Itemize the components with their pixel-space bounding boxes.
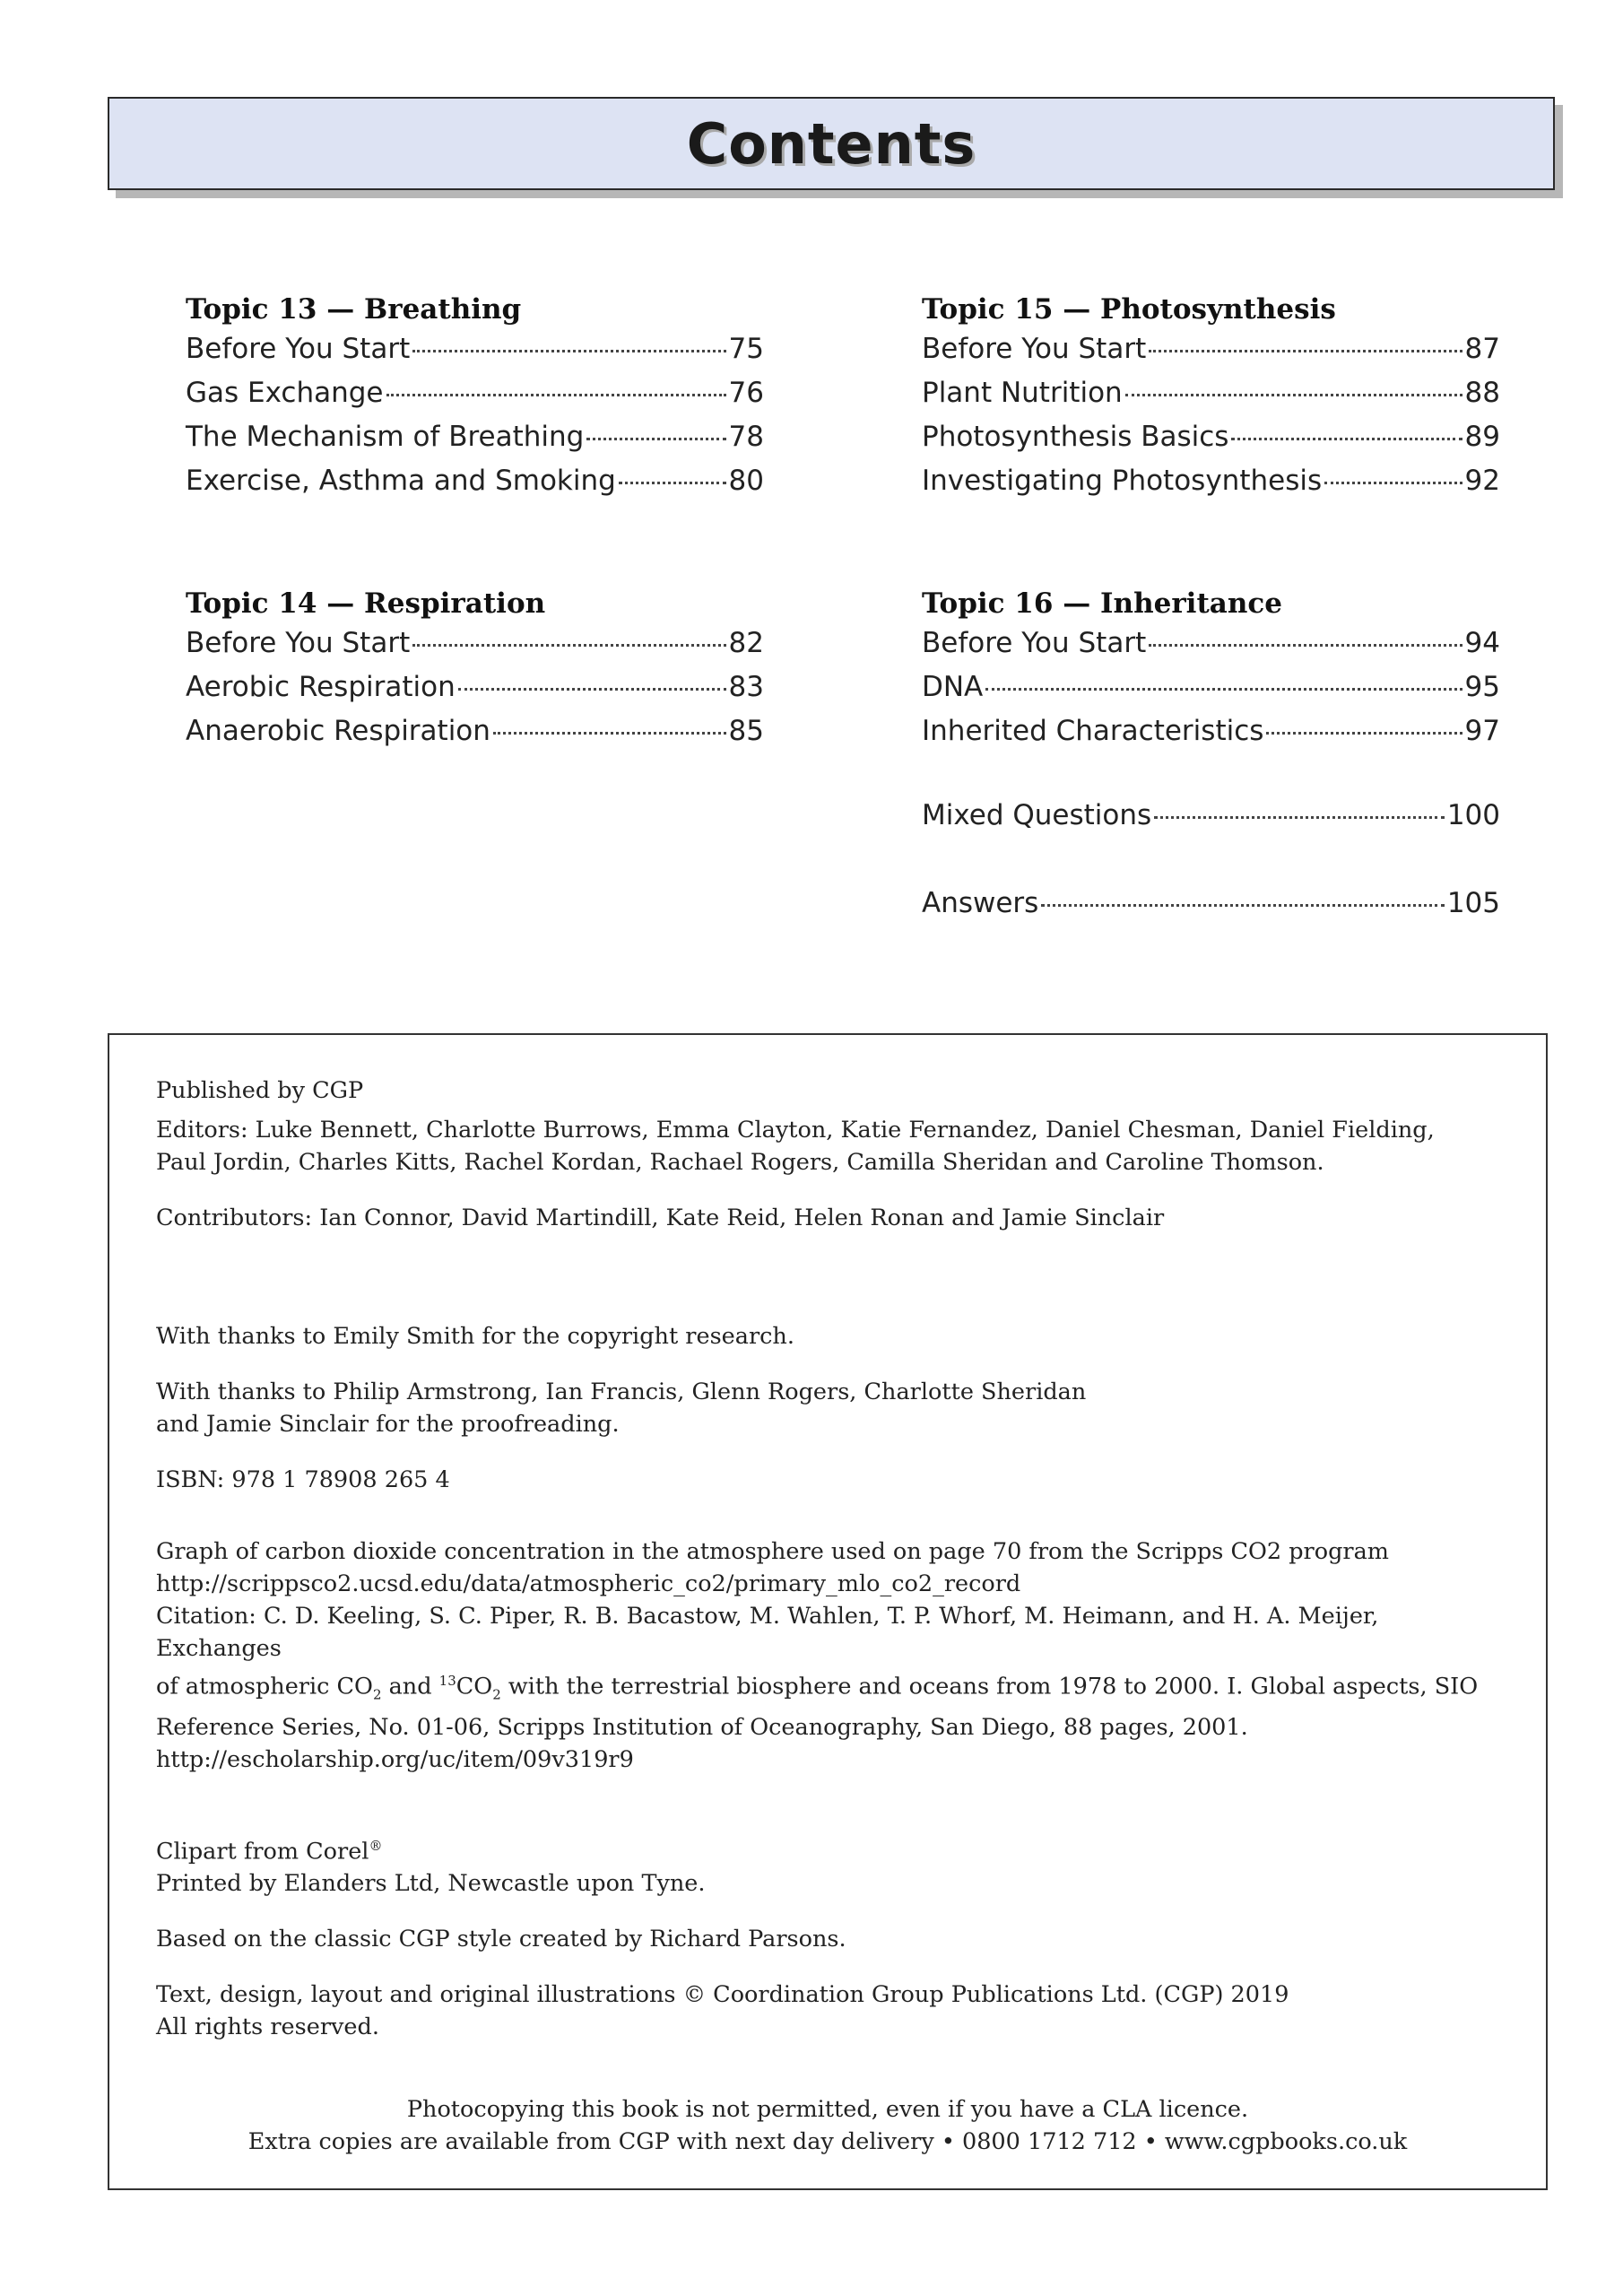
editors-line: Editors: Luke Bennett, Charlotte Burrows, Emma Clayton, Katie Fernandez, Daniel Chesman, Daniel Fielding, xyxy=(156,1117,1435,1144)
toc-page: 88 xyxy=(1464,377,1500,409)
toc-label: Inherited Characteristics xyxy=(922,715,1264,747)
toc-entry[interactable] xyxy=(186,377,764,421)
toc-page: 87 xyxy=(1464,333,1500,365)
answers-section xyxy=(922,887,1500,931)
citation-text: of atmospheric CO xyxy=(156,1673,373,1700)
subscript: 2 xyxy=(492,1686,501,1703)
toc-entry[interactable] xyxy=(922,799,1500,843)
citation-line xyxy=(156,1665,1501,1711)
toc-page: 105 xyxy=(1446,887,1500,919)
toc-page: 83 xyxy=(728,671,764,703)
citation-line: Citation: C. D. Keeling, S. C. Piper, R. B. Bacastow, M. Wahlen, T. P. Whorf, M. Heimann, and H. A. Meijer, Exchanges xyxy=(156,1603,1379,1662)
dot-leader xyxy=(1149,350,1462,352)
dot-leader xyxy=(1041,904,1445,907)
footer-line: Extra copies are available from CGP with next day delivery • 0800 1712 712 • www.cgpbooks.co.uk xyxy=(247,2128,1408,2155)
topic-16-section xyxy=(922,586,1500,759)
toc-page: 97 xyxy=(1464,715,1500,747)
contributors: Contributors: Ian Connor, David Martindill, Kate Reid, Helen Ronan and Jamie Sinclair xyxy=(156,1205,1165,1231)
toc-entry[interactable] xyxy=(186,465,764,509)
superscript: 13 xyxy=(438,1673,456,1689)
registered-mark: ® xyxy=(369,1837,383,1854)
publishing-info-box xyxy=(108,1033,1548,2190)
toc-page: 82 xyxy=(728,627,764,659)
toc-label: Investigating Photosynthesis xyxy=(922,465,1323,497)
toc-label: Answers xyxy=(922,887,1039,919)
dot-leader xyxy=(586,438,725,440)
dot-leader xyxy=(1154,816,1445,819)
toc-entry[interactable] xyxy=(922,671,1500,715)
toc-entry[interactable] xyxy=(922,887,1500,931)
toc-page: 78 xyxy=(728,421,764,453)
dot-leader xyxy=(1324,482,1462,484)
style-credit: Based on the classic CGP style created by Richard Parsons. xyxy=(156,1926,846,1953)
toc-page: 80 xyxy=(728,465,764,497)
toc-page: 75 xyxy=(728,333,764,365)
toc-label: Before You Start xyxy=(922,333,1147,365)
toc-entry[interactable] xyxy=(922,377,1500,421)
thanks-proofreading: With thanks to Philip Armstrong, Ian Francis, Glenn Rogers, Charlotte Sheridan xyxy=(156,1378,1087,1405)
graph-credit: Graph of carbon dioxide concentration in the atmosphere used on page 70 from the Scripps CO2 program xyxy=(156,1538,1389,1565)
thanks-proofreading: and Jamie Sinclair for the proofreading. xyxy=(156,1411,620,1438)
toc-entry[interactable] xyxy=(922,627,1500,671)
dot-leader xyxy=(1266,732,1462,735)
dot-leader xyxy=(493,732,726,735)
section-heading: Topic 15 — Photosynthesis xyxy=(922,293,1336,326)
dot-leader xyxy=(1231,438,1462,440)
toc-entry[interactable] xyxy=(922,421,1500,465)
mixed-questions-section xyxy=(922,799,1500,843)
toc-label: Plant Nutrition xyxy=(922,377,1123,409)
toc-label: The Mechanism of Breathing xyxy=(186,421,585,453)
topic-15-section xyxy=(922,291,1500,509)
dot-leader xyxy=(458,688,726,691)
toc-label: Before You Start xyxy=(186,333,411,365)
toc-entry[interactable] xyxy=(186,671,764,715)
dot-leader xyxy=(412,644,725,647)
toc-entry[interactable] xyxy=(186,715,764,759)
toc-entry[interactable] xyxy=(922,465,1500,509)
dot-leader xyxy=(985,688,1462,691)
copyright-line: Text, design, layout and original illustrations © Coordination Group Publications Ltd. (CGP) 2019 xyxy=(156,1981,1289,2009)
section-heading: Topic 16 — Inheritance xyxy=(922,587,1282,620)
toc-entry[interactable] xyxy=(186,627,764,671)
dot-leader xyxy=(386,394,726,396)
section-heading: Topic 14 — Respiration xyxy=(186,587,546,620)
dot-leader xyxy=(1149,644,1462,647)
toc-label: Mixed Questions xyxy=(922,799,1152,831)
thanks-copyright: With thanks to Emily Smith for the copyright research. xyxy=(156,1323,794,1350)
isbn: ISBN: 978 1 78908 265 4 xyxy=(156,1466,450,1493)
toc-entry[interactable] xyxy=(922,333,1500,377)
footer-line: Photocopying this book is not permitted, even if you have a CLA licence. xyxy=(406,2096,1249,2123)
toc-page: 100 xyxy=(1446,799,1500,831)
published-by: Published by CGP xyxy=(156,1077,364,1104)
page-title: Contents xyxy=(686,110,976,177)
footer-notice xyxy=(109,2093,1546,2158)
toc-page: 94 xyxy=(1464,627,1500,659)
section-heading: Topic 13 — Breathing xyxy=(186,293,522,326)
clipart-text: Clipart from Corel xyxy=(156,1838,369,1866)
toc-entry[interactable] xyxy=(922,715,1500,759)
toc-page: 95 xyxy=(1464,671,1500,703)
toc-label: DNA xyxy=(922,671,984,703)
topic-13-section xyxy=(186,291,764,509)
printer-credit: Printed by Elanders Ltd, Newcastle upon Tyne. xyxy=(156,1870,706,1898)
subscript: 2 xyxy=(372,1686,382,1703)
toc-label: Photosynthesis Basics xyxy=(922,421,1229,453)
citation-text: and xyxy=(381,1673,439,1700)
citation-line: Reference Series, No. 01-06, Scripps Institution of Oceanography, San Diego, 88 pages, 2001. xyxy=(156,1713,1248,1741)
toc-label: Aerobic Respiration xyxy=(186,671,456,703)
graph-url[interactable]: http://scrippsco2.ucsd.edu/data/atmospheric_co2/primary_mlo_co2_record xyxy=(156,1570,1021,1597)
editors-line: Paul Jordin, Charles Kitts, Rachel Kordan, Rachael Rogers, Camilla Sheridan and Caroline Thomson. xyxy=(156,1149,1324,1176)
publishing-text xyxy=(156,1074,1501,2043)
citation-url[interactable]: http://escholarship.org/uc/item/09v319r9 xyxy=(156,1745,634,1773)
topic-14-section xyxy=(186,586,764,759)
toc-label: Exercise, Asthma and Smoking xyxy=(186,465,616,497)
toc-page: 85 xyxy=(728,715,764,747)
contents-title-box xyxy=(108,97,1555,190)
toc-page: 76 xyxy=(728,377,764,409)
clipart-credit xyxy=(156,1830,1501,1868)
dot-leader xyxy=(412,350,725,352)
rights-line: All rights reserved. xyxy=(156,2013,379,2041)
toc-label: Anaerobic Respiration xyxy=(186,715,490,747)
dot-leader xyxy=(1125,394,1462,396)
dot-leader xyxy=(619,482,726,484)
toc-label: Gas Exchange xyxy=(186,377,384,409)
toc-label: Before You Start xyxy=(186,627,411,659)
citation-text: with the terrestrial biosphere and oceans from 1978 to 2000. I. Global aspects, SIO xyxy=(500,1673,1479,1700)
toc-entry[interactable] xyxy=(186,333,764,377)
toc-page: 89 xyxy=(1464,421,1500,453)
toc-page: 92 xyxy=(1464,465,1500,497)
toc-label: Before You Start xyxy=(922,627,1147,659)
toc-entry[interactable] xyxy=(186,421,764,465)
citation-text: CO xyxy=(456,1673,493,1700)
